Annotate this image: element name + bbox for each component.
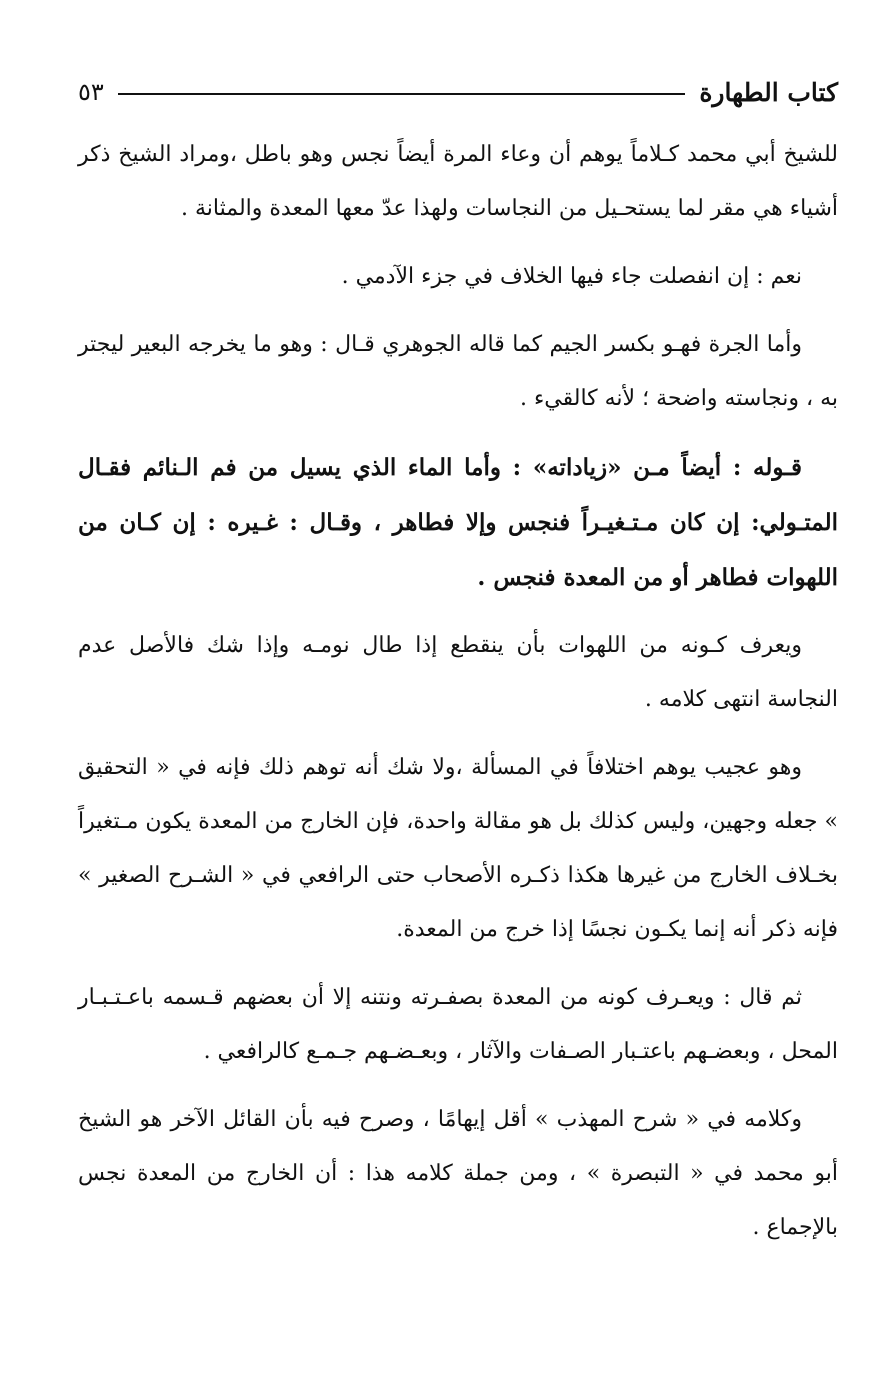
- running-title: كتاب الطهارة: [699, 77, 838, 107]
- page-number: ٥٣: [78, 78, 104, 106]
- paragraph-4-quote: قـوله : أيضاً مـن «زياداته» : وأما الماء الذي يسيل من فم الـنائم فقـال المتـولي: إن كان مـتـغيـراً فنجس وإلا فطاهر ، وقـال : غـيره : إن كـان من اللهوات فطاهر أو من المعدة فنجس .: [78, 454, 838, 591]
- paragraph-5: ويعرف كـونه من اللهوات بأن ينقطع إذا طال نومـه وإذا شك فالأصل عدم النجاسة انتهى كلامه .: [78, 633, 838, 712]
- paragraph-6: وهو عجيب يوهم اختلافاً في المسألة ،ولا شك أنه توهم ذلك فإنه في « التحقيق » جعله وجهين، وليس كذلك بل هو مقالة واحدة، فإن الخارج من المعدة يكون مـتغيراً بخـلاف الخارج من غيرها هكذا ذكـره الأصحاب حتى الرافعي في « الشـرح الصغير » فإنه ذكر أنه إنما يكـون نجسًا إذا خرج من المعدة.: [78, 755, 838, 942]
- paragraph-3: وأما الجرة فهـو بكسر الجيم كما قاله الجوهري قـال : وهو ما يخرجه البعير ليجتر به ، ونجاسته واضحة ؛ لأنه كالقيء .: [78, 332, 838, 411]
- paragraph-8: وكلامه في « شرح المهذب » أقل إيهامًا ، وصرح فيه بأن القائل الآخر هو الشيخ أبو محمد في « التبصرة » ، ومن جملة كلامه هذا : أن الخارج من المعدة نجس بالإجماع .: [78, 1107, 838, 1240]
- page-header: [78, 72, 838, 112]
- paragraph-7: ثم قال : ويعـرف كونه من المعدة بصفـرته ونتنه إلا أن بعضهم قـسمه باعـتـبـار المحل ، وبعضـهم باعتـبار الصـفات والآثار ، وبعـضـهم جـمـع كالرافعي .: [78, 985, 838, 1064]
- paragraph-2: نعم : إن انفصلت جاء فيها الخلاف في جزء الآدمي .: [341, 264, 802, 289]
- paragraph-1: للشيخ أبي محمد كـلاماً يوهم أن وعاء المرة أيضاً نجس وهو باطل ،ومراد الشيخ ذكر أشياء هي مقر لما يستحـيل من النجاسات ولهذا عدّ معها المعدة والمثانة .: [78, 142, 838, 221]
- header-rule: [118, 93, 686, 95]
- body-text: [78, 128, 838, 1269]
